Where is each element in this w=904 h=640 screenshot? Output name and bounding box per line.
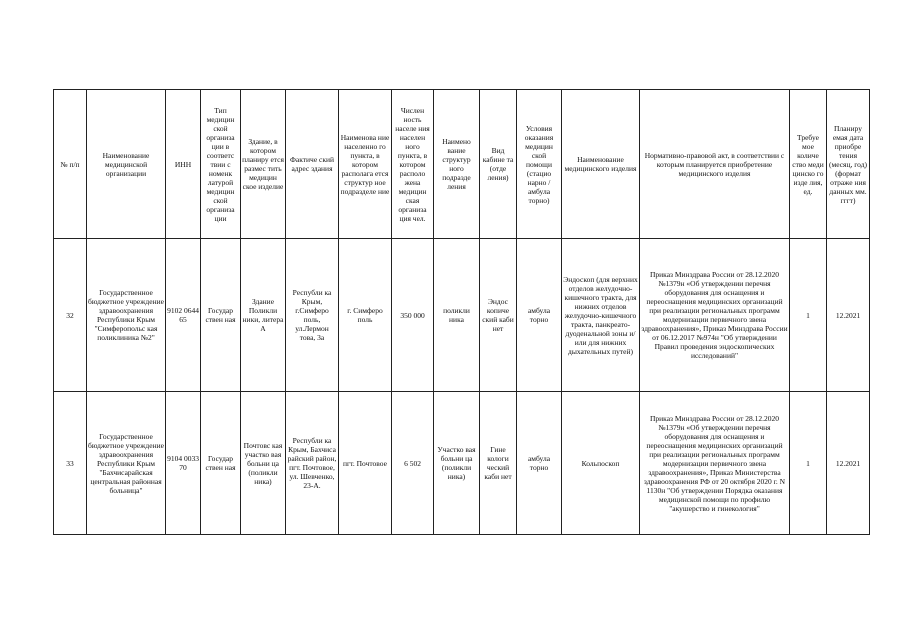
header-cell-org-type: Тип медицин ской организа ции в соответс твии с номенк латурой медицин ской организа ции	[201, 90, 241, 239]
cell-settlement: г. Симферо поль	[339, 239, 392, 392]
cell-unit: поликли ника	[434, 239, 480, 392]
cell-address: Республи ка Крым, г.Симферо поль, ул.Лермон това, 3а	[286, 239, 339, 392]
cell-number: 33	[54, 392, 87, 535]
cell-org-type: Государ ствен ная	[201, 239, 241, 392]
cell-cabinet: Эндос копиче ский каби нет	[480, 239, 517, 392]
cell-inn: 9102 0644 65	[166, 239, 201, 392]
header-cell-conditions: Условия оказания медицин ской помощи (стацио нарно / амбула торно)	[517, 90, 562, 239]
cell-organization: Государственное бюджетное учреждение здравоохранения Республики Крым "Симферопольс кая поликлиника №2"	[87, 239, 166, 392]
table-header-row	[54, 90, 870, 239]
header-cell-device: Наименование медицинского изделия	[562, 90, 640, 239]
cell-address: Республи ка Крым, Бахчиса райский район, пгт. Почтовое, ул. Шевченко, 23-А.	[286, 392, 339, 535]
cell-organization: Государственное бюджетное учреждение здравоохранения Республики Крым "Бахчисарайская центральная районная больница"	[87, 392, 166, 535]
cell-population: 6 502	[392, 392, 434, 535]
cell-date: 12.2021	[827, 392, 870, 535]
header-cell-cabinet: Вид кабине та (отде ления)	[480, 90, 517, 239]
cell-legal-act: Приказ Минздрава России от 28.12.2020 №1379н «Об утверждении перечня оборудования для оснащения и переоснащения медицинских организаций при реализации региональных программ модернизации первичного звена здравоохранения», Приказ Минздрава России от 06.12.2017 №974н "Об утверждении Правил проведения эндоскопических исследований"	[640, 239, 790, 392]
cell-quantity: 1	[790, 239, 827, 392]
cell-number: 32	[54, 239, 87, 392]
header-cell-settlement: Наименова ние населенно го пункта, в котором располага ется структур ное подразделе ние	[339, 90, 392, 239]
header-cell-legal-act: Нормативно-правовой акт, в соответствии с которым планируется приобретение медицинского изделия	[640, 90, 790, 239]
header-cell-quantity: Требуе мое количе ство меди цинско го изде лия, ед.	[790, 90, 827, 239]
header-cell-address: Фактиче ский адрес здания	[286, 90, 339, 239]
header-cell-date: Планиру емая дата приобре тения (месяц, год) (формат отраже ния данных мм. гггт)	[827, 90, 870, 239]
header-cell-number: № п/п	[54, 90, 87, 239]
header-cell-population: Числен ность населе ния населен ного пункта, в котором располо жена медицин ская организа ция чел.	[392, 90, 434, 239]
equipment-table	[53, 89, 870, 535]
cell-unit: Участко вая больни ца (поликли ника)	[434, 392, 480, 535]
cell-date: 12.2021	[827, 239, 870, 392]
cell-inn: 9104 0033 70	[166, 392, 201, 535]
cell-conditions: амбула торно	[517, 392, 562, 535]
header-cell-organization: Наименование медицинской организации	[87, 90, 166, 239]
table-row	[54, 239, 870, 392]
cell-building: Здание Поликли ники, литера А	[241, 239, 286, 392]
header-cell-unit: Наимено вание структур ного подразде ления	[434, 90, 480, 239]
cell-device: Кольпоскоп	[562, 392, 640, 535]
table-row	[54, 392, 870, 535]
cell-org-type: Государ ствен ная	[201, 392, 241, 535]
header-cell-building: Здание, в котором планиру ется размес тить медицин ское изделие	[241, 90, 286, 239]
cell-conditions: амбула торно	[517, 239, 562, 392]
cell-settlement: пгт. Почтовое	[339, 392, 392, 535]
cell-population: 350 000	[392, 239, 434, 392]
cell-device: Эндоскоп (для верхних отделов желудочно-кишечного тракта, для нижних отделов желудочно-кишечного тракта, панкреато-дуоденальной зоны и/или для нижних дыхательных путей)	[562, 239, 640, 392]
cell-cabinet: Гине кологи ческий каби нет	[480, 392, 517, 535]
cell-quantity: 1	[790, 392, 827, 535]
cell-building: Почтовс кая участко вая больни ца (поликли ника)	[241, 392, 286, 535]
cell-legal-act: Приказ Минздрава России от 28.12.2020 №1379н «Об утверждении перечня оборудования для оснащения и переоснащения медицинских организаций при реализации региональных программ модернизации первичного звена здравоохранения», Приказ Министерства здравоохранения РФ от 20 октября 2020 г. N 1130н "Об утверждении Порядка оказания медицинской помощи по профилю "акушерство и гинекология"	[640, 392, 790, 535]
header-cell-inn: ИНН	[166, 90, 201, 239]
